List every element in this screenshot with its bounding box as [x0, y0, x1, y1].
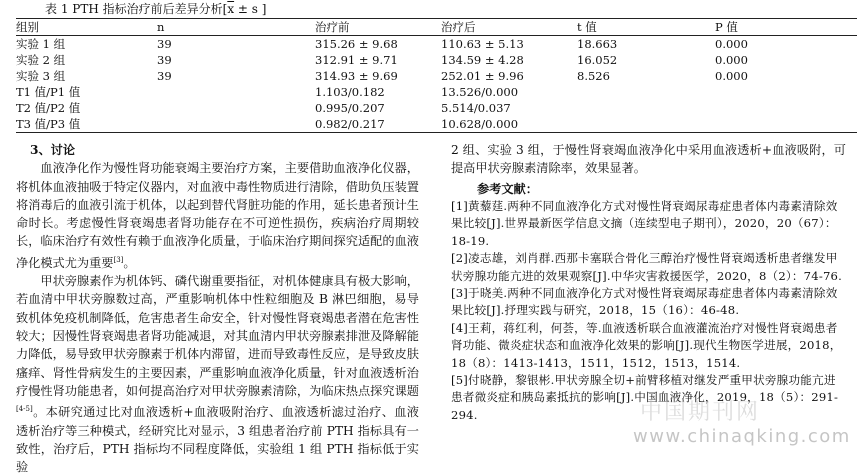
cell-n: [157, 84, 315, 100]
cell-after: 10.628/0.000: [441, 117, 519, 131]
cell-p: 0.000: [715, 53, 748, 67]
cell-before: 0.982/0.217: [315, 117, 385, 131]
reference-item: [1]黄藜莛.两种不同血液净化方式对慢性肾衰竭尿毒症患者体内毒素清除效果比较[J].世界最新医学信息文摘（连续型电子期刊），2020，20（67）：18-19.: [451, 198, 838, 248]
pth-table: [16, 18, 857, 133]
reference-item: [4]王莉，蒋红利，何荟，等.血液透析联合血液灌流治疗对慢性肾衰竭患者肾功能、微炎症状态和血液净化效果的影响[J].现代生物医学进展，2018，18（8）：1413-1413，1511，1512，1513，1514.: [451, 320, 842, 370]
cell-p: [715, 116, 857, 133]
cell-after: 110.63 ± 5.13: [441, 37, 524, 51]
watermark-logo: 中国期刊网: [640, 400, 761, 425]
cell-group: 实验 1 组: [16, 37, 66, 51]
discussion-paragraph-2: 甲状旁腺素作为机体钙、磷代谢重要指征，对机体健康具有极大影响，若血清中甲状旁腺数过高，严重影响机体中性粒细胞及 B 淋巴细胞，易导致机体免疫机制降低，危害患者生命安全，针对慢性肾衰竭患者潜在危害性较大；因慢性肾衰竭患者肾功能减退，对其血清内甲状旁腺素排泄及降解能力降低，易导致甲状旁腺素于机体内滞留，进而导致毒性反应，是导致皮肤瘙痒、肾性骨病发生的主要因素，严重影响血液净化质量，针对血液透析治疗慢性肾功能患者，如何提高治疗对甲状旁腺素清除，为临床热点探究课题[4-5]。本研究通过比对血液透析+血液吸附治疗、血液透析滤过治疗、血液透析治疗等三种模式，经研究比对显示，3 组患者治疗前 PTH 指标具有一致性，治疗后，PTH 指标均不同程度降低，实验组 1 组 PTH 指标低于实验: [16, 274, 419, 475]
reference-item: [5]付晓静，黎银彬.甲状旁腺全切+前臂移植对继发严重甲状旁腺功能亢进患者微炎症和胰岛素抵抗的影响[J].中国血液净化，2019，18（5）：291-294.: [451, 372, 839, 422]
cell-n: 39: [157, 53, 172, 67]
header-n: n: [157, 20, 165, 34]
cell-t: 8.526: [577, 69, 610, 83]
cell-n: 39: [157, 37, 172, 51]
table-row: [16, 68, 857, 84]
cell-t: [577, 84, 715, 100]
cell-t: [577, 100, 715, 116]
header-after: 治疗后: [441, 20, 476, 34]
cell-after: 13.526/0.000: [441, 85, 519, 99]
citation: [4-5]: [16, 405, 33, 414]
watermark-url: www.chinaqking.com: [633, 426, 851, 447]
table-row: [16, 36, 857, 53]
cell-n: [157, 116, 315, 133]
header-p: P 值: [715, 20, 738, 34]
cell-n: [157, 100, 315, 116]
cell-before: 314.93 ± 9.69: [315, 69, 398, 83]
table-header-row: [16, 19, 857, 36]
cell-n: 39: [157, 69, 172, 83]
citation: [3]: [113, 255, 124, 264]
header-t: t 值: [577, 20, 597, 34]
cell-before: 1.103/0.182: [315, 85, 385, 99]
cell-p: 0.000: [715, 37, 748, 51]
cell-group: 实验 3 组: [16, 69, 66, 83]
reference-item: [2]凌志雄，刘肖群.西那卡塞联合骨化三醇治疗慢性肾衰竭透析患者继发甲状旁腺功能亢进的效果观察[J].中华灾害救援医学，2020，8（2）：74-76.: [451, 251, 842, 283]
cell-after: 252.01 ± 9.96: [441, 69, 524, 83]
table-row: [16, 116, 857, 133]
cell-before: 315.26 ± 9.68: [315, 37, 398, 51]
cell-p: [715, 100, 857, 116]
cell-before: 312.91 ± 9.71: [315, 53, 398, 67]
references-title: 参考文献：: [477, 181, 538, 196]
table-row: [16, 84, 857, 100]
reference-item: [3]于晓美.两种不同血液净化方式对慢性肾衰竭尿毒症患者体内毒素清除效果比较[J].抒理实践与研究，2018，15（16）：46-48.: [451, 285, 838, 318]
cell-p: 0.000: [715, 69, 748, 83]
cell-t: 18.663: [577, 37, 618, 51]
table-caption: 表 1 PTH 指标治疗前后差异分析[$\overline{x} \pm s$ ]: [45, 2, 267, 16]
mean-symbol: $\overline{x}$: [227, 2, 235, 16]
cell-before: 0.995/0.207: [315, 101, 385, 115]
cell-after: 134.59 ± 4.28: [441, 53, 524, 67]
discussion-paragraph-1: 血液净化作为慢性肾功能衰竭主要治疗方案，主要借助血液净化仪器，将机体血液抽吸于特定仪器内，对血液中毒性物质进行清除，借助负压装置将消毒后的血液引流于机体，以起到替代肾脏功能的作用，延长患者预计生命时长。考虑慢性肾衰竭患者肾功能存在不可逆性损伤，疾病治疗周期较长，临床治疗有效性有赖于血液净化质量，于临床治疗期间探究适配的血液净化模式尤为重要[3]。: [16, 161, 419, 270]
header-group: 组别: [16, 20, 39, 34]
cell-after: 5.514/0.037: [441, 101, 511, 115]
cell-group: 实验 2 组: [16, 53, 66, 67]
cell-group: T2 值/P2 值: [16, 101, 81, 115]
section-heading: 3、讨论: [30, 143, 76, 157]
cell-t: 16.052: [577, 53, 618, 67]
cell-p: [715, 84, 857, 100]
right-column: [451, 141, 846, 424]
cell-group: T3 值/P3 值: [16, 117, 81, 131]
left-column: [16, 141, 419, 476]
table-row: [16, 52, 857, 68]
table-row: [16, 100, 857, 116]
cell-t: [577, 116, 715, 133]
cell-group: T1 值/P1 值: [16, 85, 81, 99]
discussion-continuation: 2 组、实验 3 组，于慢性肾衰竭血液净化中采用血液透析+血液吸附，可提高甲状旁腺素清除率，效果显著。: [451, 143, 846, 176]
header-before: 治疗前: [315, 20, 350, 34]
